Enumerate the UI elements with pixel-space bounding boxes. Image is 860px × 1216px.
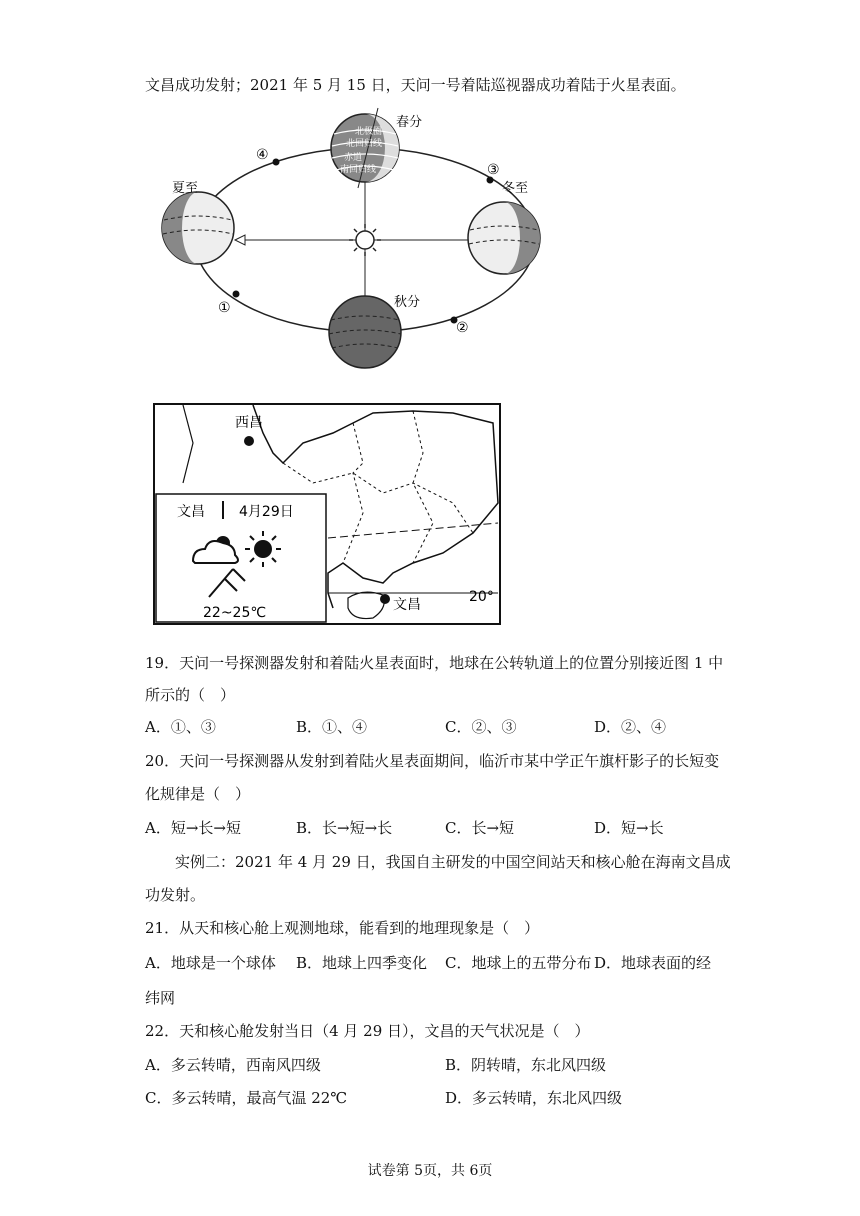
wenchang-map-label: 文昌	[393, 597, 421, 613]
position-3: ③	[487, 162, 500, 178]
xichang-label: 西昌	[235, 415, 263, 431]
q20-line1: 20．天问一号探测器从发射到着陆火星表面期间，临沂市某中学正午旗杆影子的长短变	[145, 752, 720, 770]
q21-continuation: 纬网	[145, 989, 176, 1007]
q20-line2: 化规律是（ ）	[145, 785, 251, 803]
q19-option-c[interactable]: C．②、③	[445, 718, 517, 736]
q22-option-d[interactable]: D．多云转晴，东北风四级	[445, 1089, 623, 1107]
summer-label: 夏至	[172, 181, 199, 196]
q21-line1: 21．从天和核心舱上观测地球，能看到的地理现象是（ ）	[145, 919, 540, 937]
winter-globe	[468, 202, 540, 274]
q20-option-b[interactable]: B．长→短→长	[296, 819, 393, 837]
case2-line1: 实例二：2021 年 4 月 29 日，我国自主研发的中国空间站天和核心舱在海南文昌成	[175, 853, 731, 871]
case2-line2: 功发射。	[145, 886, 206, 904]
page-footer: 试卷第 5页，共 6页	[367, 1163, 493, 1179]
summer-globe	[162, 192, 234, 264]
position-4: ④	[256, 147, 269, 163]
spring-label: 春分	[396, 115, 423, 130]
q20-option-a[interactable]: A．短→长→短	[145, 819, 241, 837]
q20-option-c[interactable]: C．长→短	[445, 819, 515, 837]
q19-line2: 所示的（ ）	[145, 686, 236, 704]
latitude-label: 20°	[469, 589, 494, 605]
weather-date: 4月29日	[239, 504, 294, 520]
q21-option-a[interactable]: A．地球是一个球体	[145, 954, 276, 972]
autumn-label: 秋分	[394, 295, 421, 310]
q22-option-a[interactable]: A．多云转晴，西南风四级	[145, 1056, 321, 1074]
position-2: ②	[456, 320, 469, 336]
q22-option-b[interactable]: B．阴转晴，东北风四级	[445, 1056, 607, 1074]
globe-label-tropic-north: 北回归线	[346, 139, 383, 149]
map-figure	[153, 403, 503, 627]
globe-label-tropic-south: 南回归线	[340, 165, 377, 175]
q19-option-b[interactable]: B．①、④	[296, 718, 368, 736]
autumn-globe	[329, 296, 401, 368]
winter-label: 冬至	[502, 181, 529, 196]
position-1: ①	[218, 300, 231, 316]
q21-option-b[interactable]: B．地球上四季变化	[296, 954, 428, 972]
q21-option-c[interactable]: C．地球上的五带分布	[445, 954, 592, 972]
weather-temperature: 22~25℃	[203, 605, 267, 621]
orbit-diagram	[150, 100, 550, 380]
q22-line1: 22．天和核心舱发射当日（4 月 29 日），文昌的天气状况是（ ）	[145, 1022, 590, 1040]
q21-option-d[interactable]: D．地球表面的经	[594, 954, 712, 972]
q20-option-d[interactable]: D．短→长	[594, 819, 664, 837]
globe-label-arctic: 北极圈	[355, 127, 383, 137]
q19-option-d[interactable]: D．②、④	[594, 718, 667, 736]
arrow-left	[235, 235, 245, 245]
intro-text: 文昌成功发射；2021 年 5 月 15 日，天问一号着陆巡视器成功着陆于火星表面。	[145, 76, 686, 94]
q19-line1: 19．天问一号探测器发射和着陆火星表面时，地球在公转轨道上的位置分别接近图 1 中	[145, 654, 724, 672]
q19-option-a[interactable]: A．①、③	[145, 718, 216, 736]
weather-city: 文昌	[177, 504, 205, 520]
q22-option-c[interactable]: C．多云转晴，最高气温 22℃	[145, 1089, 348, 1107]
globe-label-equator: 赤道	[344, 153, 363, 163]
